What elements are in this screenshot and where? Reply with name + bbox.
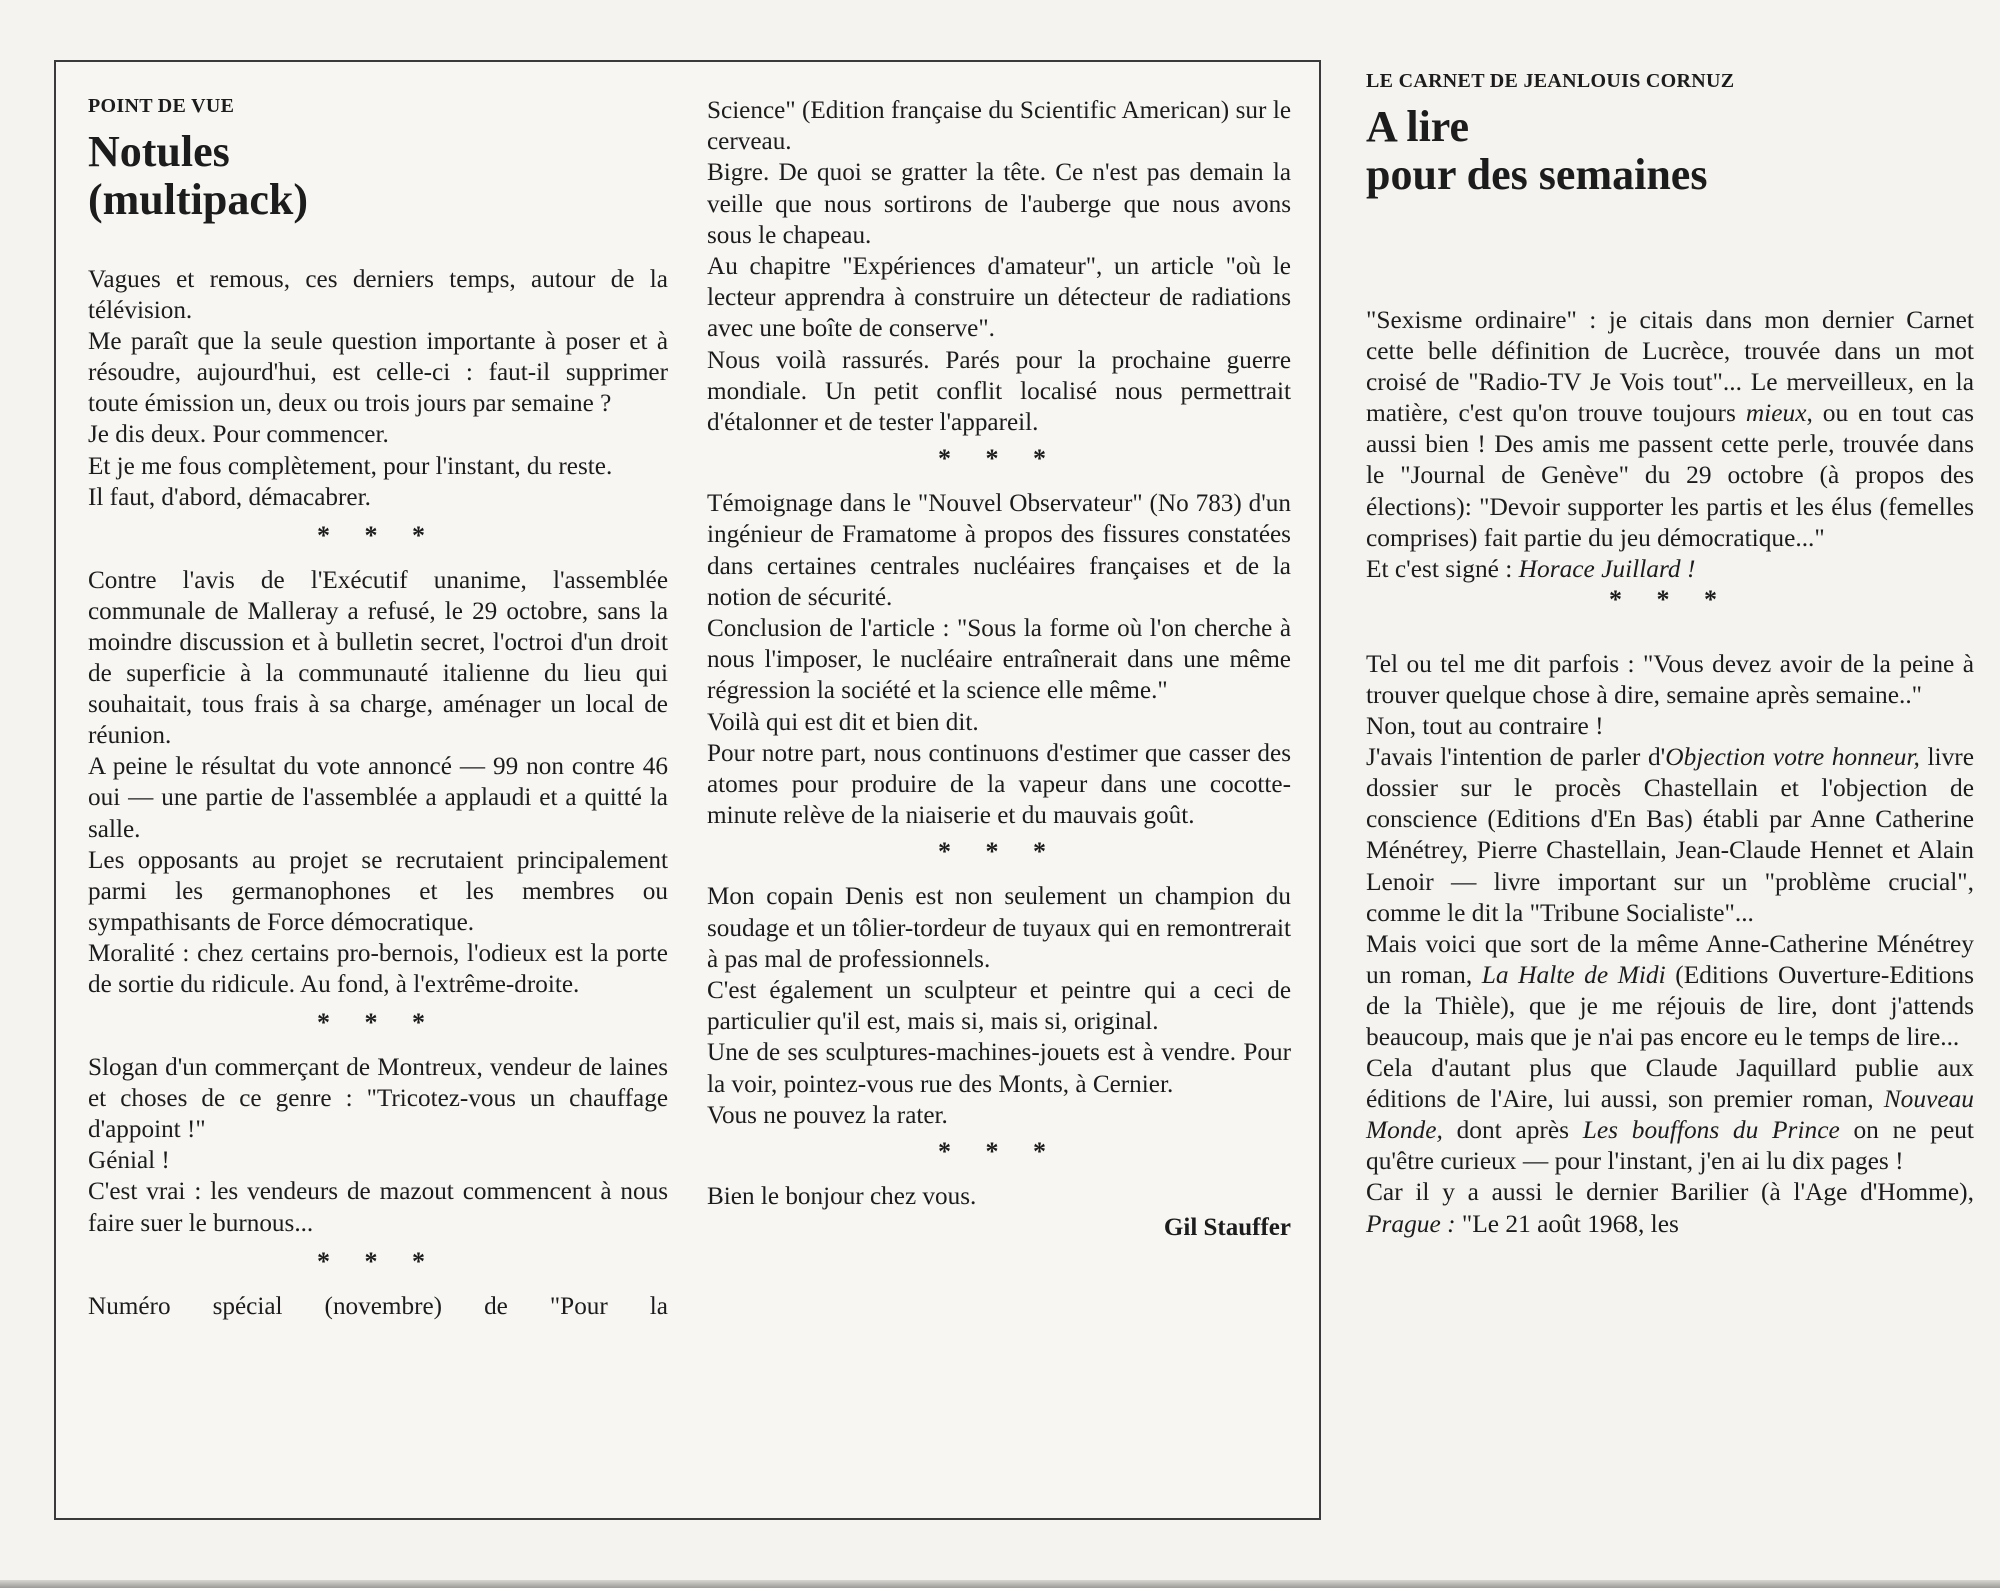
- left-article-title-line1: Notules: [88, 127, 230, 176]
- left-article-section-4-cont: [707, 95, 1291, 438]
- section-separator: * * *: [938, 1137, 1060, 1167]
- paragraph: Contre l'avis de l'Exécutif unanime, l'assemblée communale de Malleray a refusé, le 29 octobre, sans la moindre discussion et à bulletin secret, l'octroi d'un droit de superficie à la communauté italienne du lieu qui souhaitait, tous frais à sa charge, aménager un local de réunion.: [88, 566, 668, 750]
- emphasis: mieux: [1745, 399, 1807, 428]
- paragraph: Pour notre part, nous continuons d'estimer que casser des atomes pour produire de la vapeur dans une cocotte-minute relève de la niaiserie et du mauvais goût.: [707, 739, 1291, 830]
- paragraph: Numéro spécial (novembre) de "Pour la: [88, 1292, 668, 1320]
- paragraph: Vous ne pouvez la rater.: [707, 1101, 948, 1129]
- paragraph: Mais voici que sort de la même Anne-Catherine Ménétrey un roman, La Halte de Midi (Editions Ouverture-Editions de la Thièle), que je me réjouis de lire, dont j'attends beaucoup, mais que je n'ai pas encore eu le temps de lire...: [1366, 929, 1974, 1051]
- paragraph: Conclusion de l'article : "Sous la forme où l'on cherche à nous l'imposer, le nucléaire entraînerait dans une même régression la société et la science elle même.": [707, 615, 1291, 705]
- paragraph: C'est également un sculpteur et peintre qui a ceci de particulier qu'il est, mais si, mais si, original.: [707, 977, 1291, 1036]
- left-article-title-line2: (multipack): [88, 175, 308, 224]
- section-separator: * * *: [938, 444, 1060, 474]
- paragraph: Cela d'autant plus que Claude Jaquillard publie aux éditions de l'Aire, lui aussi, son premier roman, Nouveau Monde, dont après Les bouffons du Prince on ne peut qu'être curieux — pour l'instant, j'en ai lu dix pages !: [1366, 1054, 1974, 1176]
- paragraph: Une de ses sculptures-machines-jouets est à vendre. Pour la voir, pointez-vous rue des Monts, à Cernier.: [707, 1039, 1291, 1098]
- paragraph: Slogan d'un commerçant de Montreux, vendeur de laines et choses de ce genre : "Tricotez-vous un chauffage d'appoint !": [88, 1054, 668, 1144]
- section-separator: * * *: [1609, 584, 1731, 614]
- left-article-section-5: [707, 488, 1291, 831]
- section-separator: * * *: [317, 1246, 439, 1276]
- right-article-title-line1: A lire: [1366, 102, 1470, 151]
- right-article-title-line2: pour des semaines: [1366, 150, 1708, 199]
- paragraph: Car il y a aussi le dernier Barilier (à l'Age d'Homme), Prague : "Le 21 août 1968, les: [1366, 1178, 1974, 1238]
- page-bottom-edge: [0, 1580, 2000, 1588]
- paragraph: Vagues et remous, ces derniers temps, autour de la télévision.: [88, 266, 668, 325]
- left-article-kicker: POINT DE VUE: [88, 95, 235, 117]
- paragraph: Mon copain Denis est non seulement un champion du soudage et un tôlier-tordeur de tuyaux qui en remontrerait à pas mal de professionnels.: [707, 883, 1291, 973]
- section-separator: * * *: [317, 1008, 439, 1038]
- left-article-section-1: [88, 264, 668, 513]
- emphasis: Objection votre honneur,: [1665, 743, 1920, 772]
- left-article-section-2: [88, 565, 668, 1000]
- paragraph: Il faut, d'abord, démacabrer.: [88, 483, 371, 511]
- section-separator: * * *: [938, 837, 1060, 867]
- paragraph: J'avais l'intention de parler d'Objection votre honneur, livre dossier sur le procès Chastellain et l'objection de conscience (Editions d'En Bas) établi par Anne Catherine Ménétrey, Pierre Chastellain, Jean-Claude Hennet et Alain Lenoir — livre important sur un "problème crucial", comme le dit la "Tribune Socialiste"...: [1366, 743, 1974, 927]
- paragraph: C'est vrai : les vendeurs de mazout commencent à nous faire suer le burnous...: [88, 1178, 668, 1237]
- emphasis: Les bouffons du Prince: [1582, 1116, 1840, 1145]
- emphasis: Nouveau Monde,: [1366, 1085, 1974, 1145]
- left-article-section-4-start: [88, 1291, 668, 1322]
- paragraph: A peine le résultat du vote annoncé — 99 non contre 46 oui — une partie de l'assemblée a applaudi et a quitté la salle.: [88, 753, 668, 843]
- paragraph: Nous voilà rassurés. Parés pour la prochaine guerre mondiale. Un petit conflit localisé nous permettrait d'étalonner et de tester l'appareil.: [707, 346, 1291, 437]
- paragraph: "Sexisme ordinaire" : je citais dans mon dernier Carnet cette belle définition de Lucrèce, trouvée dans un mot croisé de "Radio-TV Je Vois tout"... Le merveilleux, en la matière, c'est qu'on trouve toujours mieux, ou en tout cas aussi bien ! Des amis me passent cette perle, trouvée dans le "Journal de Genève" du 29 octobre (à propos des élections): "Devoir supporter les partis et les élus (femelles comprises) fait partie du jeu démocratique...": [1366, 306, 1974, 552]
- paragraph: Génial !: [88, 1147, 170, 1175]
- right-article-section-2: [1366, 649, 1974, 1240]
- left-article-column-2: [707, 95, 1291, 1243]
- right-article-section-1: [1366, 305, 1974, 585]
- paragraph: Voilà qui est dit et bien dit.: [707, 708, 979, 736]
- right-article-column: [1366, 70, 1974, 1240]
- paragraph: Tel ou tel me dit parfois : "Vous devez avoir de la peine à trouver quelque chose à dire, semaine après semaine..": [1366, 649, 1974, 709]
- paragraph: Non, tout au contraire !: [1366, 712, 1604, 741]
- paragraph: Les opposants au projet se recrutaient principalement parmi les germanophones et les membres ou sympathisants de Force démocratique.: [88, 846, 668, 936]
- paragraph: Et c'est signé : Horace Juillard !: [1366, 554, 1696, 583]
- section-separator: * * *: [317, 520, 439, 550]
- paragraph: Me paraît que la seule question importante à poser et à résoudre, aujourd'hui, est celle-ci : faut-il supprimer toute émission un, deux ou trois jours par semaine ?: [88, 328, 668, 418]
- left-article-closing: [707, 1181, 1291, 1212]
- left-article-title: [88, 128, 668, 224]
- paragraph: Et je me fous complètement, pour l'instant, du reste.: [88, 452, 613, 480]
- left-article-column-1: [88, 95, 668, 1322]
- paragraph: Science" (Edition française du Scientific American) sur le cerveau.: [707, 97, 1291, 156]
- paragraph: Témoignage dans le "Nouvel Observateur" (No 783) d'un ingénieur de Framatome à propos des fissures constatées dans certaines centrales nucléaires françaises et de la notion de sécurité.: [707, 490, 1291, 611]
- emphasis: Prague :: [1366, 1209, 1456, 1238]
- right-article-title: [1366, 103, 1974, 199]
- emphasis: Horace Juillard !: [1518, 554, 1696, 583]
- left-article-section-3: [88, 1052, 668, 1239]
- paragraph: Au chapitre "Expériences d'amateur", un article "où le lecteur apprendra à construire un détecteur de radiations avec une boîte de conserve".: [707, 253, 1291, 343]
- left-article-section-6: [707, 881, 1291, 1131]
- paragraph: Moralité : chez certains pro-bernois, l'odieux est la porte de sortie du ridicule. Au fond, à l'extrême-droite.: [88, 939, 668, 998]
- paragraph: Je dis deux. Pour commencer.: [88, 421, 389, 449]
- author-signature: Gil Stauffer: [1163, 1214, 1291, 1242]
- closing-line: Bien le bonjour chez vous.: [707, 1183, 977, 1211]
- emphasis: La Halte de Midi: [1481, 960, 1666, 989]
- right-article-kicker: LE CARNET DE JEANLOUIS CORNUZ: [1366, 70, 1735, 92]
- paragraph: Bigre. De quoi se gratter la tête. Ce n'est pas demain la veille que nous sortirons de l'auberge que nous avons sous le chapeau.: [707, 159, 1291, 249]
